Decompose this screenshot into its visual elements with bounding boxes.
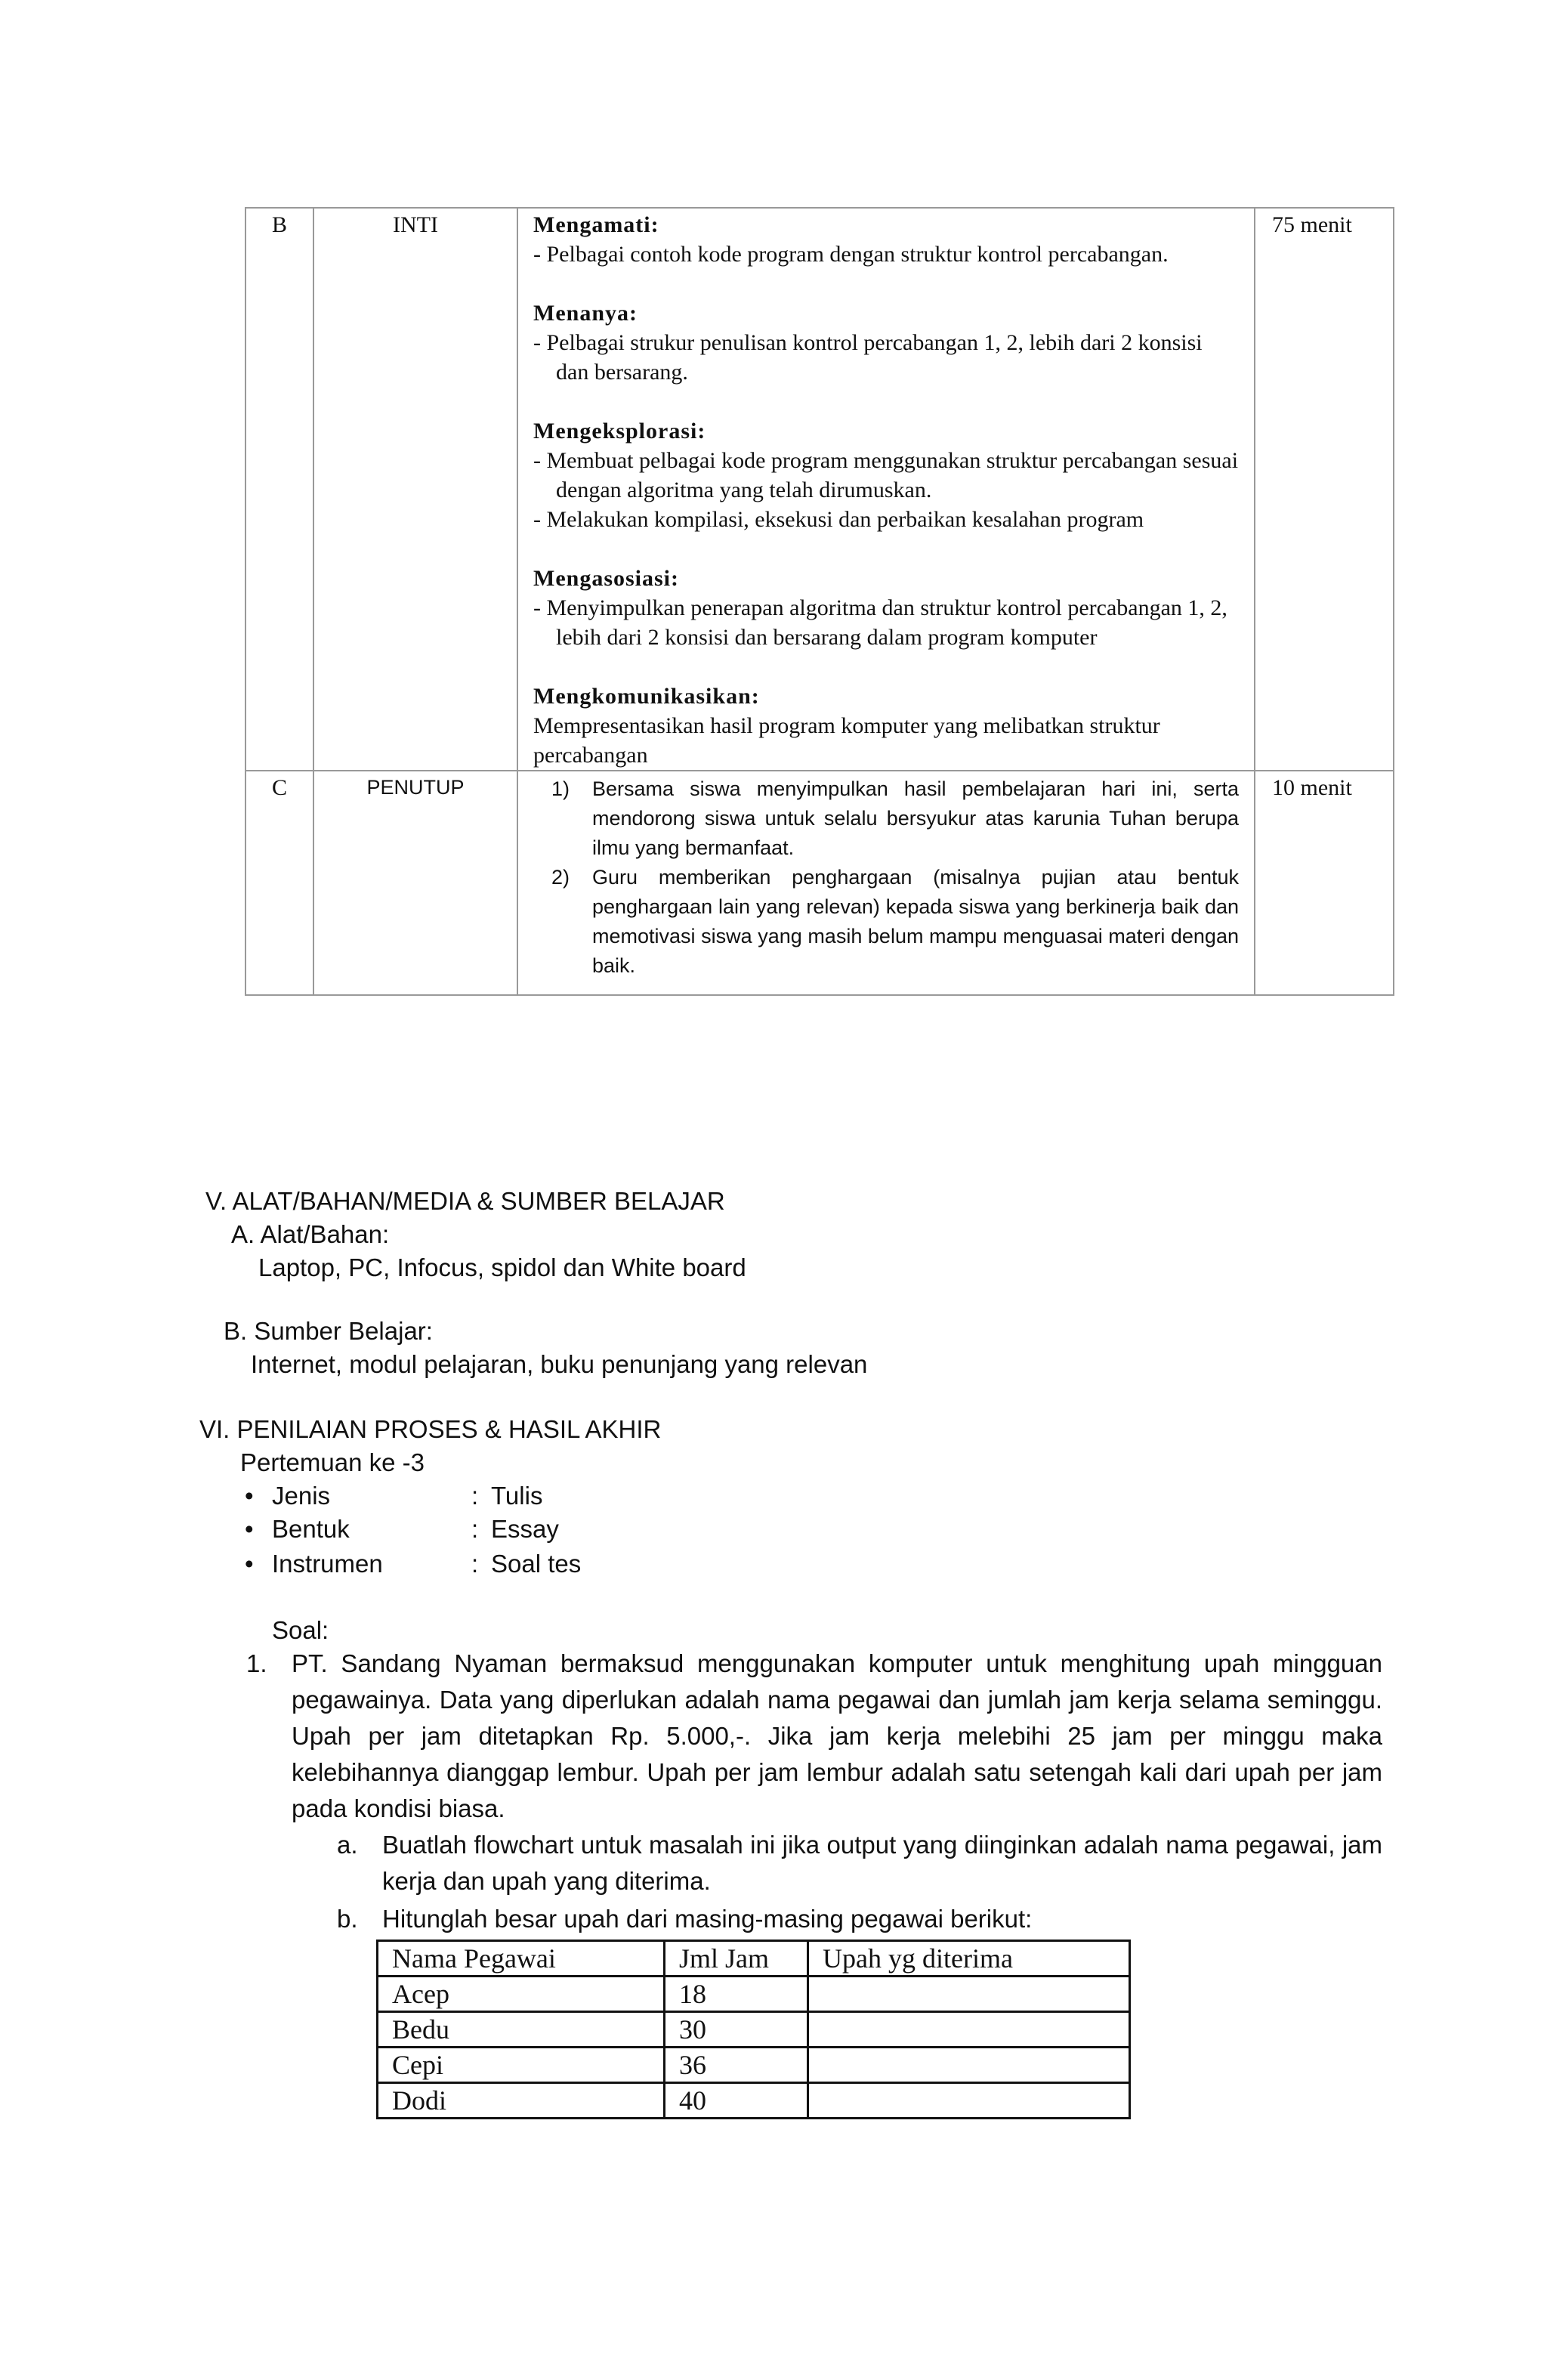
list-item: - Pelbagai strukur penulisan kontrol percabangan 1, 2, lebih dari 2 konsisi dan bersarang. bbox=[533, 330, 1203, 385]
sub-b-label: b. bbox=[337, 1905, 358, 1933]
penutup-phase: PENUTUP bbox=[313, 771, 517, 995]
heading-mengamati: Mengamati: bbox=[533, 212, 659, 237]
table-row: Bedu 30 bbox=[378, 2012, 1130, 2048]
table-header-row bbox=[378, 1941, 1130, 1977]
heading-mengeksplorasi: Mengeksplorasi: bbox=[533, 419, 706, 444]
inti-phase: INTI bbox=[313, 208, 517, 771]
inti-code: B bbox=[245, 208, 313, 771]
alat-bahan-text: Laptop, PC, Infocus, spidol dan White board bbox=[258, 1253, 746, 1281]
heading-menanya: Menanya: bbox=[533, 301, 638, 326]
table-row-inti bbox=[245, 208, 1394, 771]
list-item: 2) Guru memberikan penghargaan (misalnya pujian atau bentuk penghargaan lain yang relevan) kepada siswa yang berkinerja baik dan memotivasi siswa yang masih belum mampu menguasai materi dengan baik. bbox=[551, 866, 1239, 977]
section-vi-title: VI. PENILAIAN PROSES & HASIL AKHIR bbox=[199, 1415, 662, 1443]
mengkomunikasikan-text: Mempresentasikan hasil program komputer yang melibatkan struktur percabangan bbox=[533, 713, 1160, 768]
list-item: - Pelbagai contoh kode program dengan struktur kontrol percabangan. bbox=[533, 242, 1169, 267]
penutup-code: C bbox=[245, 771, 313, 995]
header-jam: Jml Jam bbox=[665, 1941, 808, 1977]
header-upah: Upah yg diterima bbox=[808, 1941, 1130, 1977]
heading-mengkomunikasikan: Mengkomunikasikan: bbox=[533, 684, 760, 709]
question-text: PT. Sandang Nyaman bermaksud menggunakan komputer untuk menghitung upah mingguan pegawainya. Data yang diperlukan adalah nama pegawai dan jumlah jam kerja selama seminggu. Upah per jam ditetapkan Rp. 5.000,-. Jika jam kerja melebihi 25 jam per minggu maka kelebihannya dianggap lembur. Upah per jam lembur adalah satu setengah kali dari upah per jam pada kondisi biasa. bbox=[292, 1649, 1382, 1822]
employee-table bbox=[376, 1940, 1131, 2119]
header-nama: Nama Pegawai bbox=[378, 1941, 665, 1977]
penutup-activities bbox=[517, 771, 1255, 995]
bullet-jenis: • Jenis : Tulis bbox=[245, 1479, 698, 1513]
activity-table bbox=[245, 207, 1394, 996]
sumber-belajar-text: Internet, modul pelajaran, buku penunjang yang relevan bbox=[251, 1350, 868, 1378]
table-row-penutup bbox=[245, 771, 1394, 995]
table-row: Acep 18 bbox=[378, 1977, 1130, 2012]
bullet-icon: • bbox=[245, 1550, 254, 1578]
inti-duration: 75 menit bbox=[1255, 208, 1394, 771]
meeting-label: Pertemuan ke -3 bbox=[240, 1448, 425, 1476]
bullet-icon: • bbox=[245, 1515, 254, 1543]
inti-activities bbox=[517, 208, 1255, 771]
list-item: 1) Bersama siswa menyimpulkan hasil pembelajaran hari ini, serta mendorong siswa untuk selalu bersyukur atas karunia Tuhan berupa ilmu yang bermanfaat. bbox=[551, 777, 1239, 859]
bullet-instrumen: • Instrumen : Soal tes bbox=[245, 1547, 698, 1581]
question-number: 1. bbox=[246, 1649, 267, 1677]
heading-mengasosiasi: Mengasosiasi: bbox=[533, 566, 679, 591]
table-row: Dodi 40 bbox=[378, 2083, 1130, 2119]
table-row: Cepi 36 bbox=[378, 2048, 1130, 2083]
list-item: - Menyimpulkan penerapan algoritma dan struktur kontrol percabangan 1, 2, lebih dari 2 konsisi dan bersarang dalam program komputer bbox=[533, 595, 1227, 650]
sub-a-text: Buatlah flowchart untuk masalah ini jika output yang diinginkan adalah nama pegawai, jam kerja dan upah yang diterima. bbox=[382, 1831, 1382, 1895]
sumber-belajar-label: B. Sumber Belajar: bbox=[224, 1317, 433, 1345]
soal-label: Soal: bbox=[272, 1616, 329, 1644]
sub-a-label: a. bbox=[337, 1831, 358, 1859]
list-item: - Melakukan kompilasi, eksekusi dan perbaikan kesalahan program bbox=[533, 507, 1144, 532]
penutup-duration: 10 menit bbox=[1255, 771, 1394, 995]
sub-b-text: Hitunglah besar upah dari masing-masing pegawai berikut: bbox=[382, 1905, 1033, 1933]
bullet-icon: • bbox=[245, 1482, 254, 1510]
alat-bahan-label: A. Alat/Bahan: bbox=[231, 1220, 390, 1248]
section-v-title: V. ALAT/BAHAN/MEDIA & SUMBER BELAJAR bbox=[205, 1187, 725, 1215]
list-item: - Membuat pelbagai kode program menggunakan struktur percabangan sesuai dengan algoritma yang telah dirumuskan. bbox=[533, 448, 1239, 502]
bullet-bentuk: • Bentuk : Essay bbox=[245, 1513, 698, 1546]
